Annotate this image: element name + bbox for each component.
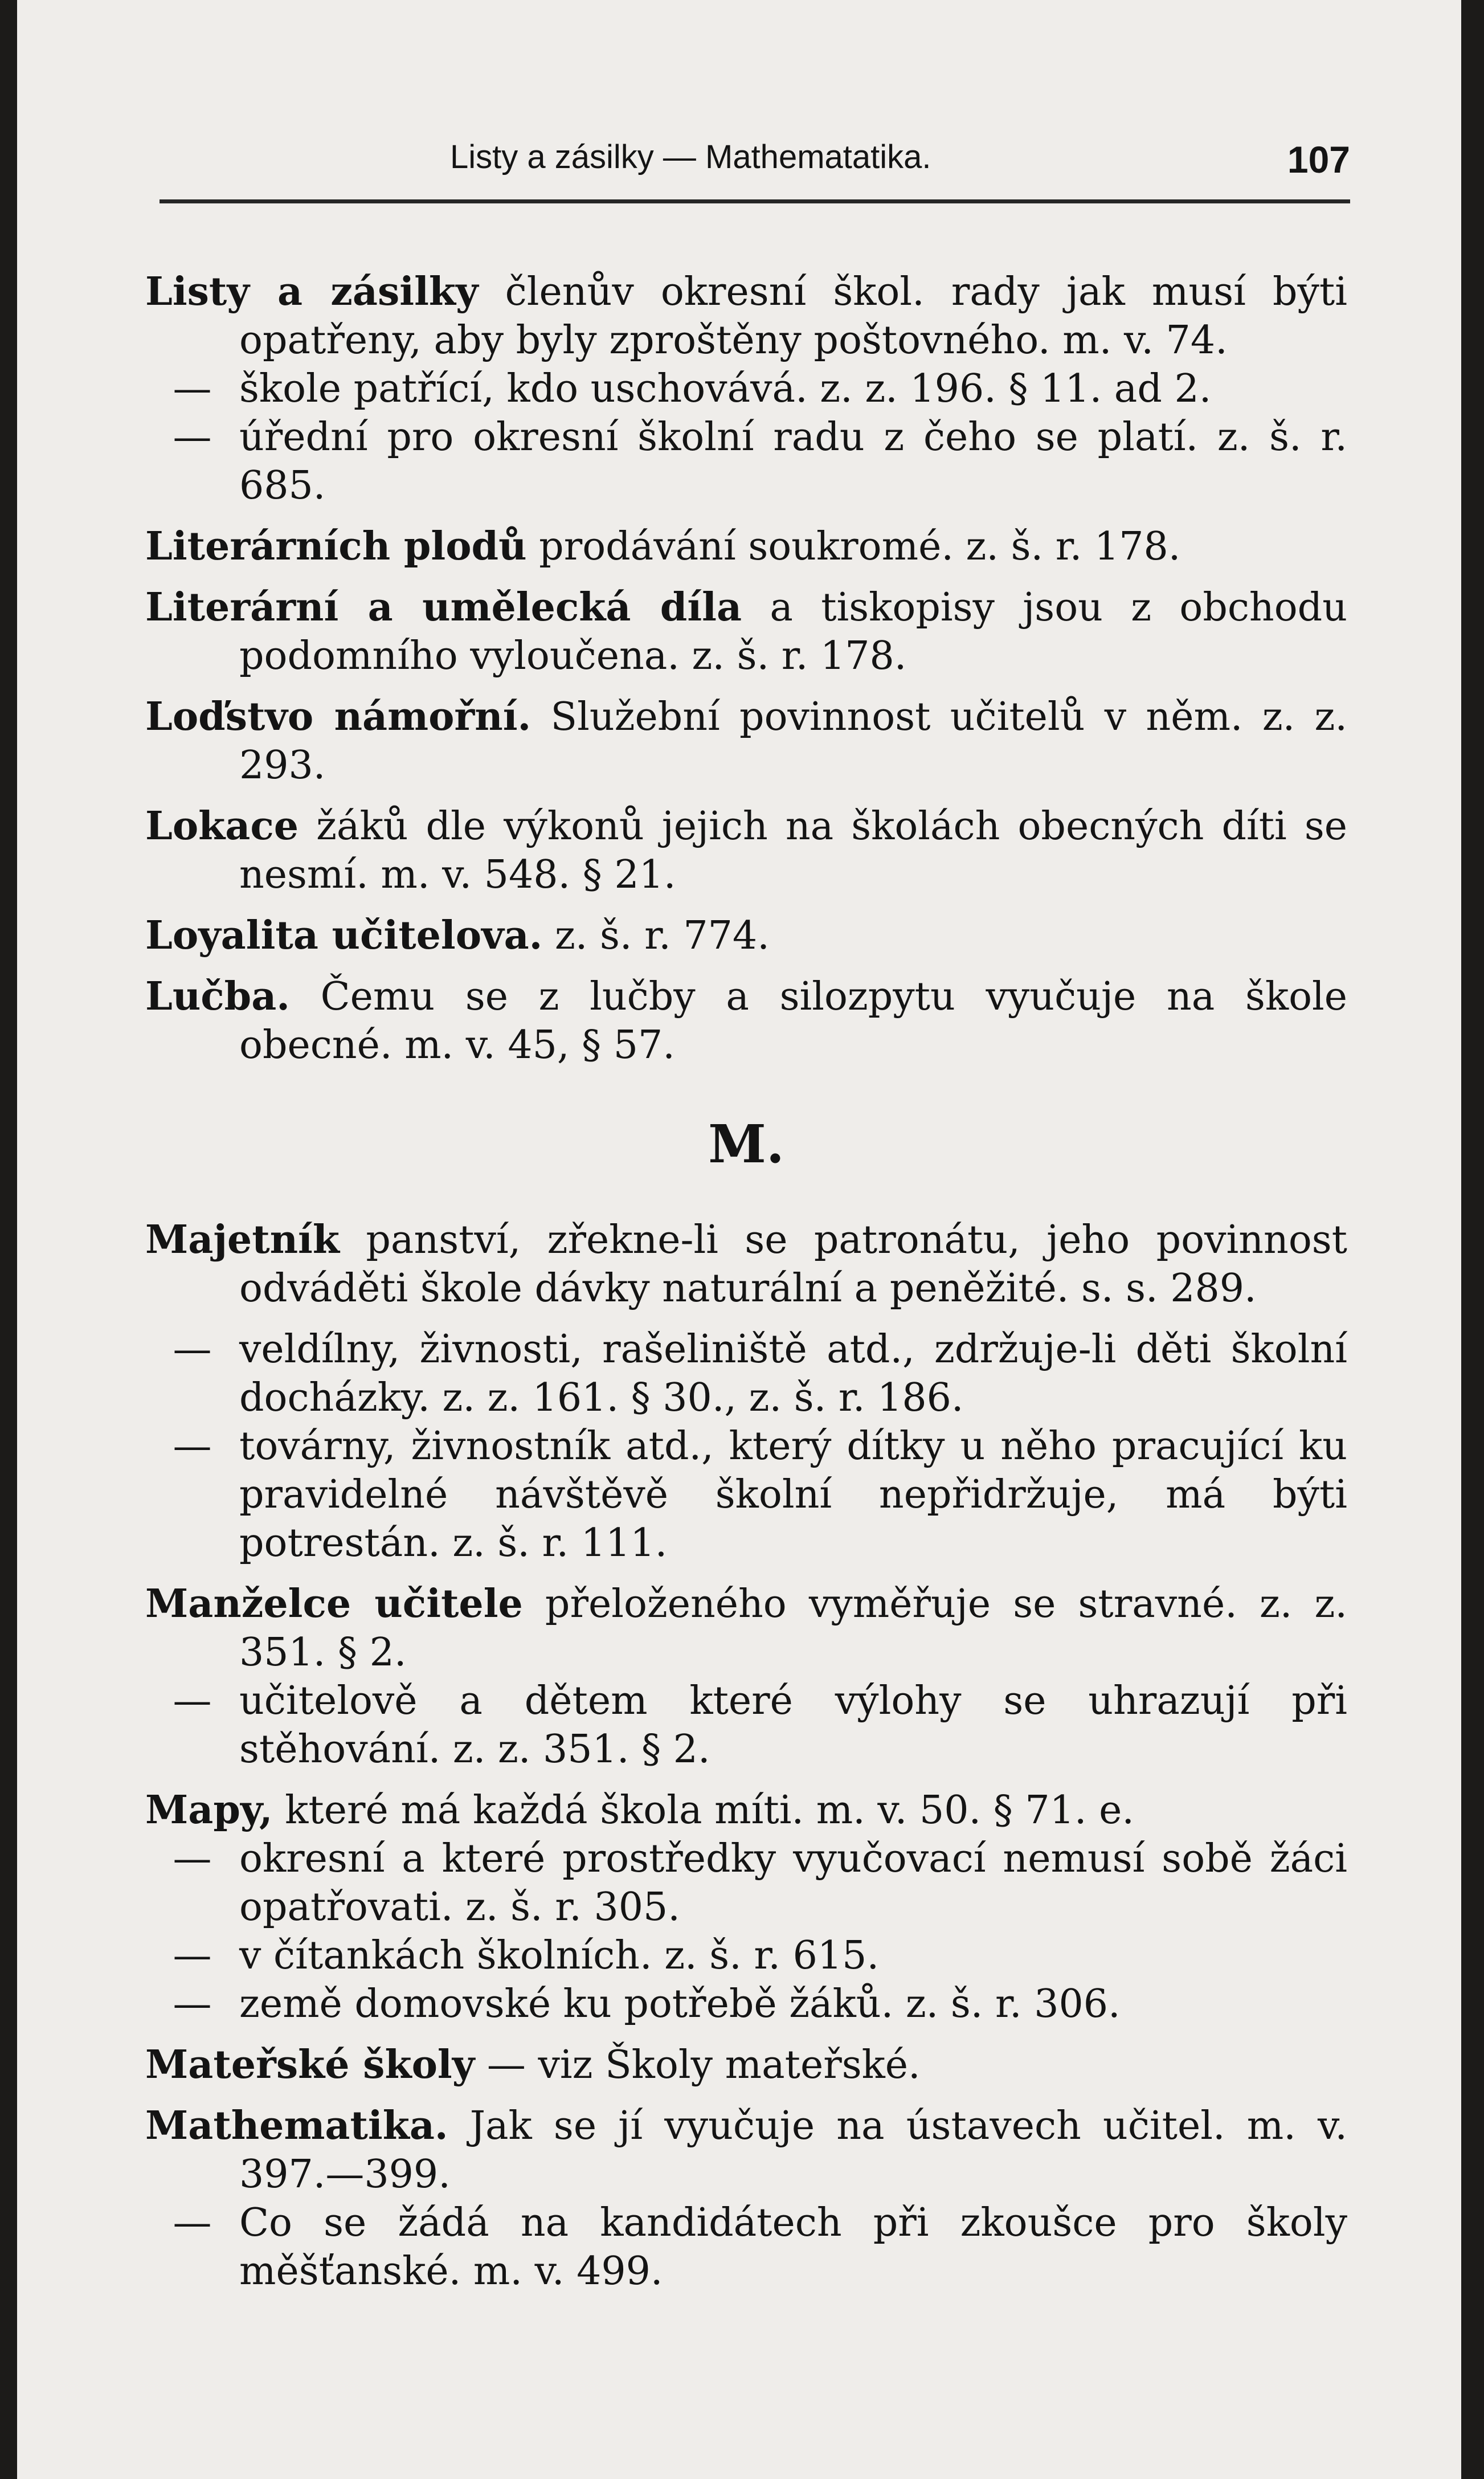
index-entry — [145, 2041, 1347, 2089]
entry-text: Jak se jí vyučuje na ústavech učitel. m. v. 397.—399. — [239, 2104, 1347, 2197]
entry-text: Co se žádá na kandidátech při zkoušce pro školy měšťanské. m. v. 499. — [239, 2200, 1347, 2294]
entry-dash: — — [173, 2200, 212, 2245]
entry-headword: Mathematika. — [145, 2103, 448, 2149]
entry-text: — viz Školy mateřské. — [475, 2043, 921, 2088]
index-entry — [145, 522, 1347, 571]
entry-dash: — — [173, 1327, 212, 1372]
entry-text: a tiskopisy jsou z obchodu podomního vyloučena. z. š. r. 178. — [239, 585, 1347, 679]
entry-text: které má každá škola míti. m. v. 50. § 71. e. — [272, 1788, 1134, 1833]
entry-text: žáků dle výkonů jejich na školách obecných díti se nesmí. m. v. 548. § 21. — [239, 804, 1347, 897]
index-entry — [145, 912, 1347, 960]
index-subentry — [145, 1931, 1347, 1980]
entry-text: továrny, živnostník atd., který dítky u něho pracující ku pravidelné návštěvě školní nepřidržuje, má býti potrestán. z. š. r. 111. — [239, 1424, 1347, 1566]
page-number: 107 — [1287, 138, 1350, 181]
index-entry — [145, 693, 1347, 790]
entry-headword: Loyalita učitelova. — [145, 913, 543, 958]
index-entry — [145, 1580, 1347, 1677]
entry-dash: — — [173, 366, 212, 411]
entry-headword: Mateřské školy — [145, 2042, 475, 2088]
index-subentry — [145, 1835, 1347, 1931]
entry-text: prodávání soukromé. z. š. r. 178. — [526, 524, 1181, 569]
index-entry — [145, 1216, 1347, 1313]
entry-headword: Majetník — [145, 1217, 340, 1263]
entry-headword: Manželce učitele — [145, 1581, 523, 1627]
entry-dash: — — [173, 1933, 212, 1978]
book-page — [17, 0, 1461, 2479]
entry-headword: Listy a zásilky — [145, 269, 479, 315]
entry-text: v čítankách školních. z. š. r. 615. — [239, 1933, 880, 1978]
entry-headword: Literárních plodů — [145, 524, 527, 569]
entry-text: Služební povinnost učitelů v něm. z. z. 293. — [239, 695, 1347, 788]
header-rule — [160, 199, 1350, 203]
entry-text: Čemu se z lučby a silozpytu vyučuje na škole obecné. m. v. 45, § 57. — [239, 974, 1347, 1068]
index-entry — [145, 2102, 1347, 2199]
entry-dash: — — [173, 1424, 212, 1469]
entry-headword: Lučba. — [145, 974, 290, 1019]
entry-text: z. š. r. 774. — [542, 913, 770, 958]
section-letter: M. — [708, 1113, 784, 1175]
entry-headword: Loďstvo námořní. — [145, 694, 532, 740]
index-entry — [145, 1786, 1347, 1835]
entry-text: učitelově a dětem které výlohy se uhrazují při stěhování. z. z. 351. § 2. — [239, 1678, 1347, 1772]
index-entry — [145, 973, 1347, 1069]
index-entry — [145, 268, 1347, 365]
index-subentry — [145, 413, 1347, 510]
entry-text: přeloženého vyměřuje se stravné. z. z. 351. § 2. — [239, 1582, 1347, 1675]
index-entry — [145, 802, 1347, 899]
index-subentry — [145, 1677, 1347, 1774]
entry-headword: Literární a umělecká díla — [145, 585, 742, 630]
entry-headword: Mapy, — [145, 1787, 273, 1833]
entry-dash: — — [173, 1982, 212, 2027]
entry-text: okresní a které prostředky vyučovací nemusí sobě žáci opatřovati. z. š. r. 305. — [239, 1836, 1347, 1930]
index-content — [145, 268, 1347, 2296]
entry-dash: — — [173, 1678, 212, 1724]
index-entry — [145, 583, 1347, 680]
entry-text: veldílny, živnosti, rašeliniště atd., zdržuje-li děti školní docházky. z. z. 161. § 30., z. š. r. 186. — [239, 1327, 1347, 1420]
index-subentry — [145, 1980, 1347, 2028]
entry-dash: — — [173, 415, 212, 460]
index-subentry — [145, 365, 1347, 413]
index-subentry — [145, 1325, 1347, 1422]
entry-text: panství, zřekne-li se patronátu, jeho povinnost odváděti škole dávky naturální a peněžité. s. s. 289. — [239, 1218, 1347, 1311]
page-header — [160, 132, 1350, 195]
index-subentry — [145, 1422, 1347, 1567]
entry-text: škole patřící, kdo uschovává. z. z. 196. § 11. ad 2. — [239, 366, 1212, 411]
entry-text: úřední pro okresní školní radu z čeho se platí. z. š. r. 685. — [239, 415, 1347, 508]
entry-text: země domovské ku potřebě žáků. z. š. r. 306. — [239, 1982, 1121, 2027]
index-subentry — [145, 2199, 1347, 2296]
entry-headword: Lokace — [145, 803, 299, 849]
entry-text: členův okresní škol. rady jak musí býti opatřeny, aby byly zproštěny poštovného. m. v. 74. — [239, 269, 1347, 363]
entry-dash: — — [173, 1836, 212, 1881]
running-head: Listy a zásilky — Mathematatika. — [450, 138, 931, 175]
